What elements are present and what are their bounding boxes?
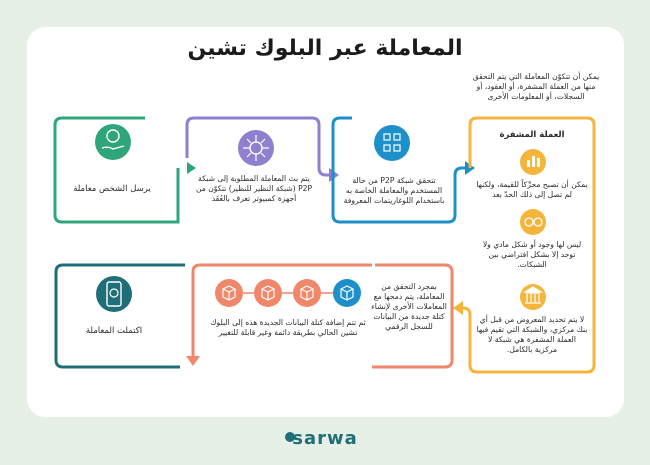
block-cube-icon [293,279,321,307]
block-cube-icon [215,279,243,307]
crypto-box-heading: العملة المشفرة [499,130,565,140]
block-cube-icon [254,279,282,307]
step-validate-text: تتحقق شبكة P2P من حالة المستخدم والمعاملة الخاصة به باستخدام اللوغاريتمات المعروفة [343,176,445,206]
step-broadcast-text: يتم بث المعاملة المطلوبة إلى شبكة P2P (شبكة النظير للنظير) تتكوّن من أجهزة كمبيوتر تعرف بالعُقَد [195,174,313,204]
orange-arrowhead [453,301,463,315]
phone-coin-icon [96,276,132,312]
bank-icon [520,284,546,310]
value-chart-icon [520,149,546,175]
intro-note: يمكن أن تتكوّن المعاملة التي يتم التحقق منها من العملة المشفرة، أو العقود، أو السجلات، أو المعلومات الأخرى [472,72,600,102]
hand-coin-icon [95,124,131,160]
crypto-item-2: ليس لها وجود أو شكل مادي ولا توجد إلا بشكل افتراضي بين الشبكات. [482,240,582,270]
step-merge-text: بمجرد التحقق من المعاملة، يتم دمجها مع المعاملات الأخرى لإنشاء كتلة جديدة من البيانات للسجل الرقمي [371,282,447,332]
crypto-item-3: لا يتم تحديد المعروض من قبل أي بنك مركزي، والشبكة التي تقيم فيها العملة المشفرة هي شبكة لا مركزية بالكامل. [476,315,588,355]
green-arrowhead [187,162,196,174]
step-request-text: يرسل الشخص معاملة [73,184,151,194]
brand-name: sarwa [292,428,358,449]
virtual-coins-icon [520,209,546,235]
step-add-block-text: ثم تتم إضافة كتلة البيانات الجديدة هذه إلى البلوك تشين الحالي بطريقة دائمة وغير قابلة للتغيير [210,318,366,338]
step-complete-text: اكتملت المعاملة [85,326,143,336]
block-network-icon [374,125,410,161]
network-coin-icon [238,130,274,166]
salmon-arrowhead [186,356,200,366]
crypto-item-1: يمكن أن تصبح محرِّكاً للقيمة، ولكنها لم تصل إلى ذلك الحدّ بعد [476,180,588,200]
new-block-cube-icon [333,279,361,307]
page-title: المعاملة عبر البلوك تشين [187,36,463,61]
